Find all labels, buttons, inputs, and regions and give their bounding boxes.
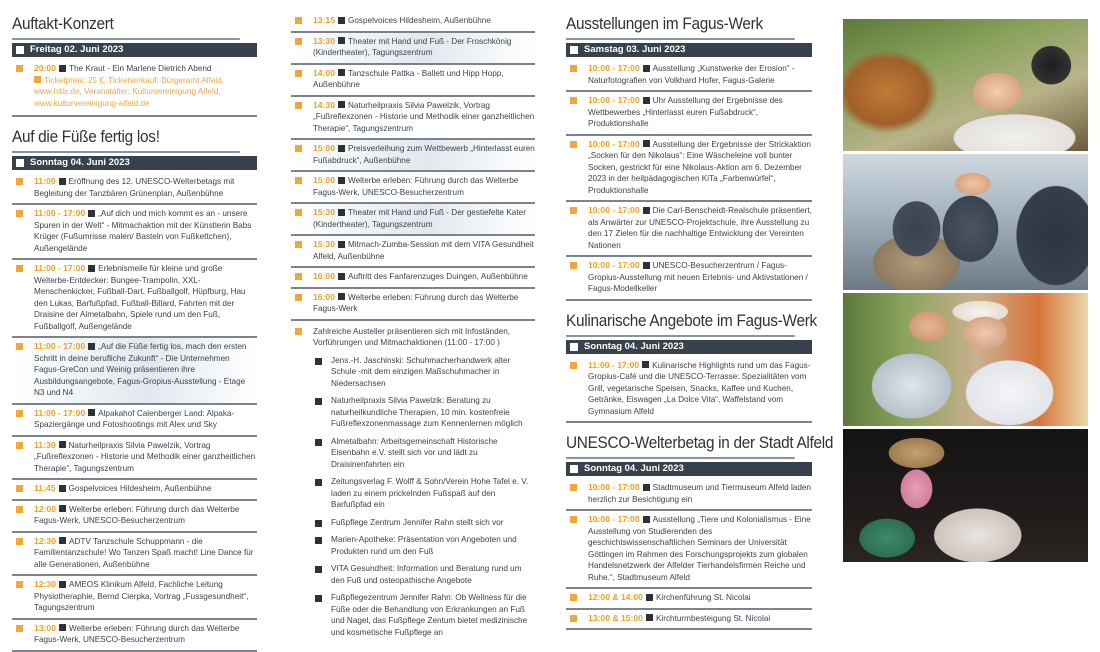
event-text: Welterbe erleben: Führung durch das Welterbe Fagus-Werk, UNESCO-Besucherzentrum bbox=[313, 176, 519, 197]
dark-square-icon bbox=[315, 566, 322, 573]
orange-square-icon bbox=[34, 76, 41, 83]
dark-square-icon bbox=[338, 209, 345, 216]
dark-square-icon bbox=[643, 516, 650, 523]
event-time: 12:00 bbox=[34, 503, 56, 514]
orange-bullet-icon bbox=[295, 102, 302, 109]
day-bar-sunday bbox=[566, 462, 812, 476]
event-text: Naturheilpraxis Silvia Pawelzik, Vortrag „Fußreflexzonen - Historie und Methodik einer ganzheitlichen Therapie“, Tagungszentrum bbox=[313, 100, 535, 133]
event-item bbox=[566, 136, 812, 203]
orange-bullet-icon bbox=[16, 178, 23, 185]
orange-bullet-icon bbox=[570, 141, 577, 148]
event-time: 16:00 bbox=[313, 271, 335, 281]
exhibitor-item bbox=[291, 434, 535, 475]
event-time: 15:30 bbox=[313, 239, 335, 249]
event-time: 15:00 bbox=[313, 143, 335, 153]
day-label: Freitag 02. Juni 2023 bbox=[30, 44, 124, 55]
event-item bbox=[566, 479, 812, 511]
dark-square-icon bbox=[643, 65, 650, 72]
square-icon bbox=[570, 465, 578, 473]
dark-square-icon bbox=[59, 65, 66, 72]
event-item bbox=[12, 437, 257, 481]
event-item bbox=[566, 589, 812, 610]
event-time: 10:00 - 17:00 bbox=[588, 514, 640, 524]
event-time: 12:30 bbox=[34, 579, 56, 589]
event-time: 14:00 bbox=[313, 67, 335, 78]
dark-square-icon bbox=[59, 581, 66, 588]
exhibitor-text: VITA Gesundheit: Information und Beratung rund um den Fuß und osteopathische Angebote bbox=[331, 564, 522, 585]
exhibitor-text: Fußpflege Zentrum Jennifer Rahn stellt sich vor bbox=[331, 517, 504, 527]
section-title-fuesse: Auf die Füße fertig los! bbox=[12, 127, 240, 153]
orange-bullet-icon bbox=[16, 485, 23, 492]
event-item bbox=[12, 533, 257, 577]
ticket-note bbox=[34, 76, 224, 108]
dark-square-icon bbox=[315, 358, 322, 365]
dark-square-icon bbox=[88, 343, 95, 350]
exhibitor-item bbox=[291, 561, 535, 590]
event-text: Naturheilpraxis Silvia Pawelzik, Vortrag „Fußreflexzonen - Historie und Methodik einer ganzheitlichen Therapie“, Tagungszentrum bbox=[34, 440, 256, 473]
dark-square-icon bbox=[88, 409, 95, 416]
orange-bullet-icon bbox=[295, 209, 302, 216]
event-item bbox=[566, 92, 812, 136]
event-item bbox=[291, 12, 535, 33]
dark-square-icon bbox=[59, 441, 66, 448]
event-time: 11:00 bbox=[34, 176, 56, 186]
event-time: 11:45 bbox=[34, 483, 56, 493]
alpaca-selfie-photo bbox=[843, 19, 1088, 151]
orange-bullet-icon bbox=[295, 328, 302, 335]
event-item bbox=[291, 33, 535, 65]
orange-bullet-icon bbox=[570, 97, 577, 104]
event-text: Stadtmuseum und Tiermuseum Alfeld laden herzlich zur Besichtigung ein bbox=[588, 483, 811, 504]
exhibitors-intro bbox=[291, 321, 535, 353]
orange-bullet-icon bbox=[570, 362, 577, 369]
event-text: ADTV Tanzschule Schuppmann - die Familientanzschule! Wo Tanzen Spaß macht! Line Dance für alle Generationen, Außenbühne bbox=[34, 536, 254, 569]
event-time: 12:30 bbox=[34, 535, 56, 546]
section-title-kulinarisch: Kulinarische Angebote im Fagus-Werk bbox=[566, 311, 795, 337]
event-time: 15:00 bbox=[313, 175, 335, 185]
event-item bbox=[291, 172, 535, 204]
event-item bbox=[12, 576, 257, 620]
event-text: Ausstellung der Ergebnisse der Strickaktion „Socken für den Nikolaus“: Eine Wäscheleine voll bunter Socken, gestrickt für eine Nikolaus-Aktion am 6. Dezember 2023 in der heilpädagogischen KiTa „Farbenwürfel“, Produktionshalle bbox=[588, 139, 811, 195]
orange-bullet-icon bbox=[570, 484, 577, 491]
orange-bullet-icon bbox=[16, 625, 23, 632]
dark-square-icon bbox=[338, 37, 345, 44]
event-text: Ausstellung „Tiere und Kolonialismus - Eine Ausstellung von Studierenden des geschichtswissenschaftlichen Seminars der Universität Göttingen im Rahmen des Forschungsprojekts zum globalen Handelsnetzwerk der Alfelder Tierhandelsfirmen Reiche und Ruhe.“, Stadtmuseum Alfeld bbox=[588, 515, 811, 582]
section-title-alfeld: UNESCO-Welterbetag in der Stadt Alfeld bbox=[566, 433, 795, 459]
section-title-ausstellungen: Ausstellungen im Fagus-Werk bbox=[566, 14, 795, 40]
dark-square-icon bbox=[338, 241, 345, 248]
event-item bbox=[12, 173, 257, 205]
orange-bullet-icon bbox=[16, 265, 23, 272]
event-item bbox=[291, 204, 535, 236]
dark-square-icon bbox=[338, 145, 345, 152]
orange-bullet-icon bbox=[16, 506, 23, 513]
dark-square-icon bbox=[315, 479, 322, 486]
event-item bbox=[566, 257, 812, 301]
event-time: 10:00 - 17:00 bbox=[588, 482, 640, 492]
event-item bbox=[291, 97, 535, 141]
event-item bbox=[12, 205, 257, 260]
dark-square-icon bbox=[59, 624, 66, 631]
day-bar-sunday bbox=[566, 340, 812, 354]
orange-bullet-icon bbox=[295, 38, 302, 45]
event-time: 10:00 - 17:00 bbox=[588, 138, 640, 149]
dark-square-icon bbox=[338, 293, 345, 300]
exhibitor-text: Zeitungsverlag F. Wolff & Sohn/Verein Hohe Tafel e. V. laden zu einem prickelnden Fußspaß auf den Barfußpfad ein bbox=[331, 477, 529, 509]
orange-bullet-icon bbox=[295, 17, 302, 24]
event-text: Welterbe erleben: Führung durch das Welterbe Fagus-Werk, UNESCO-Besucherzentrum bbox=[34, 504, 240, 525]
event-time: 13:30 bbox=[313, 35, 335, 46]
event-item bbox=[12, 620, 257, 652]
event-time: 11:30 bbox=[34, 439, 56, 450]
dark-square-icon bbox=[88, 210, 95, 217]
dark-square-icon bbox=[338, 177, 345, 184]
event-text: Alpakahof Calenberger Land: Alpaka-Spaziergänge und Fotoshootings mit Alex und Sky bbox=[34, 408, 235, 429]
exhibitors-intro-text: Zahlreiche Austeller präsentieren sich mit Infoständen, Vorführungen und Mitmachaktionen (11:00 - 17:00 ) bbox=[313, 326, 511, 347]
dark-square-icon bbox=[88, 265, 95, 272]
square-icon bbox=[16, 159, 24, 167]
event-text: The Kraut - Ein Marlene Dietrich Abend bbox=[68, 64, 212, 73]
dark-square-icon bbox=[59, 505, 66, 512]
section-title-auftakt: Auftakt-Konzert bbox=[12, 14, 240, 40]
event-text: Preisverleihung zum Wettbewerb „Hinterlasst euren Fußabdruck“, Außenbühne bbox=[313, 144, 535, 165]
workshop-photo bbox=[843, 154, 1088, 290]
exhibitor-text: Jens.-H. Jaschinski: Schuhmacherhandwerk alter Schule -mit dem einzigen Maßschuhmacher in Niedersachsen bbox=[331, 355, 511, 388]
dark-square-icon bbox=[338, 17, 345, 24]
food-couple-photo bbox=[843, 293, 1088, 426]
dark-square-icon bbox=[643, 97, 650, 104]
event-item bbox=[566, 60, 812, 92]
event-time: 16:00 bbox=[313, 291, 335, 302]
orange-bullet-icon bbox=[570, 615, 577, 622]
event-text: AMEOS Klinikum Alfeld, Fachliche Leitung Physiotheraphie, Bernd Cierpka, Vortrag „Fussgesundheit“, Tagungszentrum bbox=[34, 580, 249, 612]
orange-bullet-icon bbox=[570, 516, 577, 523]
event-text: Uhr Ausstellung der Ergebnisse des Wettbewerbes „Hinterlasst euren Fußabdruck“, Produktionshalle bbox=[588, 96, 783, 128]
column-2 bbox=[291, 0, 535, 642]
event-text: Gospelvoices Hildesheim, Außenbühne bbox=[68, 484, 212, 493]
day-bar-saturday bbox=[566, 43, 812, 57]
dark-square-icon bbox=[338, 69, 345, 76]
dark-square-icon bbox=[643, 262, 650, 269]
square-icon bbox=[16, 46, 24, 54]
event-text: Theater mit Hand und Fuß - Der gestiefelte Kater (Kindertheater), Tagungszentrum bbox=[313, 208, 526, 229]
event-time: 13:15 bbox=[313, 15, 335, 25]
exhibitor-item bbox=[291, 474, 535, 515]
day-bar-sunday bbox=[12, 156, 257, 170]
dark-square-icon bbox=[646, 594, 653, 601]
dark-square-icon bbox=[59, 537, 66, 544]
orange-bullet-icon bbox=[570, 207, 577, 214]
event-time: 15:30 bbox=[313, 207, 335, 217]
event-item bbox=[12, 260, 257, 338]
dark-square-icon bbox=[315, 439, 322, 446]
event-item bbox=[12, 501, 257, 533]
event-text: Kirchenführung St. Nicolai bbox=[655, 593, 751, 602]
event-time: 10:00 - 17:00 bbox=[588, 95, 640, 105]
dark-square-icon bbox=[315, 595, 322, 602]
column-1 bbox=[12, 0, 257, 652]
orange-bullet-icon bbox=[295, 70, 302, 77]
square-icon bbox=[570, 46, 578, 54]
day-label: Sonntag 04. Juni 2023 bbox=[30, 157, 130, 168]
event-time: 20:00 bbox=[34, 63, 56, 73]
orange-bullet-icon bbox=[16, 343, 23, 350]
event-time: 10:00 - 17:00 bbox=[588, 205, 640, 215]
event-item bbox=[566, 202, 812, 257]
event-item bbox=[12, 338, 257, 405]
event-item bbox=[12, 480, 257, 501]
orange-bullet-icon bbox=[295, 241, 302, 248]
dark-square-icon bbox=[315, 398, 322, 405]
dark-square-icon bbox=[643, 207, 650, 214]
event-item bbox=[566, 357, 812, 424]
orange-bullet-icon bbox=[16, 65, 23, 72]
event-time: 11:00 - 17:00 bbox=[34, 263, 86, 273]
event-text: Die Carl-Benscheidt-Realschule präsentiert, als Anwärter zur UNESCO-Projektschule, ihre Ausstellung zu den 17 Zielen für die nachhaltige Entwicklung der Vereinten Nationen bbox=[588, 206, 812, 250]
event-item bbox=[566, 610, 812, 631]
event-text: Welterbe erleben: Führung durch das Welterbe Fagus-Werk, UNESCO-Besucherzentrum bbox=[34, 623, 240, 644]
orange-bullet-icon bbox=[570, 594, 577, 601]
day-label: Sonntag 04. Juni 2023 bbox=[584, 463, 684, 474]
orange-bullet-icon bbox=[16, 442, 23, 449]
puppet-theater-photo bbox=[843, 429, 1088, 562]
event-text: Kulinarische Highlights rund um das Fagus-Gropius-Café und die UNESCO-Terrasse: Spezialitäten vom Grill, vegetarische Speisen, Snacks, Kaffee und Kuchen, Getränke, Eiswagen „La Dolce Vita“, Waffelstand vom Gymnasium Alfeld bbox=[588, 360, 811, 416]
orange-bullet-icon bbox=[295, 145, 302, 152]
orange-bullet-icon bbox=[16, 581, 23, 588]
event-time: 13:00 bbox=[34, 622, 56, 633]
exhibitor-item bbox=[291, 353, 535, 394]
event-time: 10:00 - 17:00 bbox=[588, 63, 640, 73]
column-3 bbox=[566, 0, 834, 630]
orange-bullet-icon bbox=[16, 410, 23, 417]
event-item bbox=[566, 511, 812, 589]
event-time: 11:00 - 17:00 bbox=[34, 341, 86, 351]
dark-square-icon bbox=[59, 178, 66, 185]
event-text: Auftritt des Fanfarenzuges Duingen, Außenbühne bbox=[347, 272, 528, 281]
event-text: UNESCO-Besucherzentrum / Fagus-Gropius-Ausstellung mit neuen Erlebnis- und Aktivstationen / Fagus-Modellkeller bbox=[588, 261, 808, 293]
event-item bbox=[12, 60, 257, 117]
day-label: Samstag 03. Juni 2023 bbox=[584, 44, 686, 55]
orange-bullet-icon bbox=[16, 538, 23, 545]
event-item bbox=[291, 236, 535, 268]
dark-square-icon bbox=[315, 520, 322, 527]
event-text: Ausstellung „Kunstwerke der Erosion“ - Naturfotografien von Volkhard Hofer, Fagus-Galerie bbox=[588, 64, 795, 85]
dark-square-icon bbox=[315, 537, 322, 544]
event-text: Eröffnung des 12. UNESCO-Welterbetags mit Begleitung der Tanzbären Grünenplan, Außenbühne bbox=[34, 177, 235, 198]
exhibitor-item bbox=[291, 532, 535, 561]
day-label: Sonntag 04. Juni 2023 bbox=[584, 340, 684, 352]
event-item bbox=[291, 140, 535, 172]
orange-bullet-icon bbox=[295, 177, 302, 184]
orange-bullet-icon bbox=[570, 65, 577, 72]
orange-bullet-icon bbox=[16, 210, 23, 217]
dark-square-icon bbox=[59, 485, 66, 492]
dark-square-icon bbox=[338, 101, 345, 108]
day-bar-friday bbox=[12, 43, 257, 57]
square-icon bbox=[570, 343, 578, 351]
exhibitor-item bbox=[291, 515, 535, 533]
event-text: Welterbe erleben: Führung durch das Welterbe Fagus-Werk bbox=[313, 292, 519, 313]
exhibitor-text: Marien-Apotheke: Präsentation von Angeboten und Produkten rund um den Fuß bbox=[331, 535, 517, 556]
event-text: „Auf die Füße fertig los, mach den ersten Schritt in deine berufliche Zukunft“ - Die Unternehmen Fagus-GreCon und Weinig präsentieren ihre Ausbildungsangebote, Fagus-Gropius-Ausstellung - Etage N3 und N4 bbox=[34, 342, 247, 397]
event-time: 14:30 bbox=[313, 99, 335, 110]
photo-column bbox=[843, 19, 1088, 565]
event-text: „Auf dich und mich kommt es an - unsere Spuren in der Welt“ - Mitmachaktion mit der Künstlerin Babs Krüger (Fußumrisse malen/ Basteln von Fußkettchen), Außengelände bbox=[34, 209, 252, 253]
event-text: Mitmach-Zumba-Session mit dem VITA Gesundheit Alfeld, Außenbühne bbox=[313, 240, 534, 261]
dark-square-icon bbox=[643, 484, 650, 491]
event-time: 11:00 - 17:00 bbox=[34, 208, 86, 218]
orange-bullet-icon bbox=[295, 294, 302, 301]
event-text: Tanzschule Pattka - Ballett und Hipp Hopp, Außenbühne bbox=[313, 68, 504, 89]
exhibitor-item bbox=[291, 590, 535, 642]
event-item bbox=[12, 405, 257, 437]
event-time: 11:00 - 17:00 bbox=[34, 407, 86, 418]
orange-bullet-icon bbox=[570, 262, 577, 269]
dark-square-icon bbox=[642, 361, 649, 368]
dark-square-icon bbox=[643, 140, 650, 147]
event-text: Gospelvoices Hildesheim, Außenbühne bbox=[347, 16, 491, 25]
exhibitor-item bbox=[291, 393, 535, 434]
dark-square-icon bbox=[338, 273, 345, 280]
event-text: Theater mit Hand und Fuß - Der Froschkönig (Kindertheater), Tagungszentrum bbox=[313, 36, 512, 57]
event-text: Kirchturmbesteigung St. Nicolai bbox=[655, 613, 771, 623]
event-time: 11:00 - 17:00 bbox=[588, 359, 640, 370]
exhibitor-text: Fußpflegezentrum Jennifer Rahn: Ob Wellness für die Füße oder die Behandlung von Erkrankungen an Fuß und Nagel, das Fußpflege Zentum bietet medizinische und kosmetische Fußpflege an bbox=[331, 593, 528, 637]
event-item bbox=[291, 289, 535, 321]
orange-bullet-icon bbox=[295, 273, 302, 280]
ticket-note-text: Ticketpreis: 25 €, Ticketverkauf: Bürgeramt Alfeld, www.hitix.de, Veranstalter: Kulturvereinigung Alfeld, www.kulturvereinigung-alfeld.de bbox=[34, 75, 224, 108]
event-text: Erlebnismeile für kleine und große Welterbe-Entdecker: Bungee-Trampolin, XXL-Menschenkicker, Fußball-Dart, Fußballgolf, Hüpfburg, Hau den Lukas, Barfußpfad, Fußball-Billard, Fahrten mit der Draisine der Almetalbahn, Spiele rund um den Fuß, Fußballgolf, Außengelände bbox=[34, 264, 246, 331]
dark-square-icon bbox=[646, 614, 653, 621]
exhibitor-text: Almetalbahn: Arbeitsgemeinschaft Historische Eisenbahn e.V. stellt sich vor und lädt zu Draisinenfahrten ein bbox=[331, 436, 498, 469]
event-time: 13:00 & 15:00 bbox=[588, 612, 643, 623]
event-item bbox=[291, 65, 535, 97]
exhibitor-text: Naturheilpraxis Silvia Pawelzik: Beratung zu naturheilkundliche Therapien, 10 min. kostenfreie Fußreflexzonenmassage zum Kennenlernen möglich bbox=[331, 396, 523, 428]
event-time: 10:00 - 17:00 bbox=[588, 260, 640, 270]
event-item bbox=[291, 268, 535, 289]
event-time: 12:00 & 14:00 bbox=[588, 592, 643, 602]
